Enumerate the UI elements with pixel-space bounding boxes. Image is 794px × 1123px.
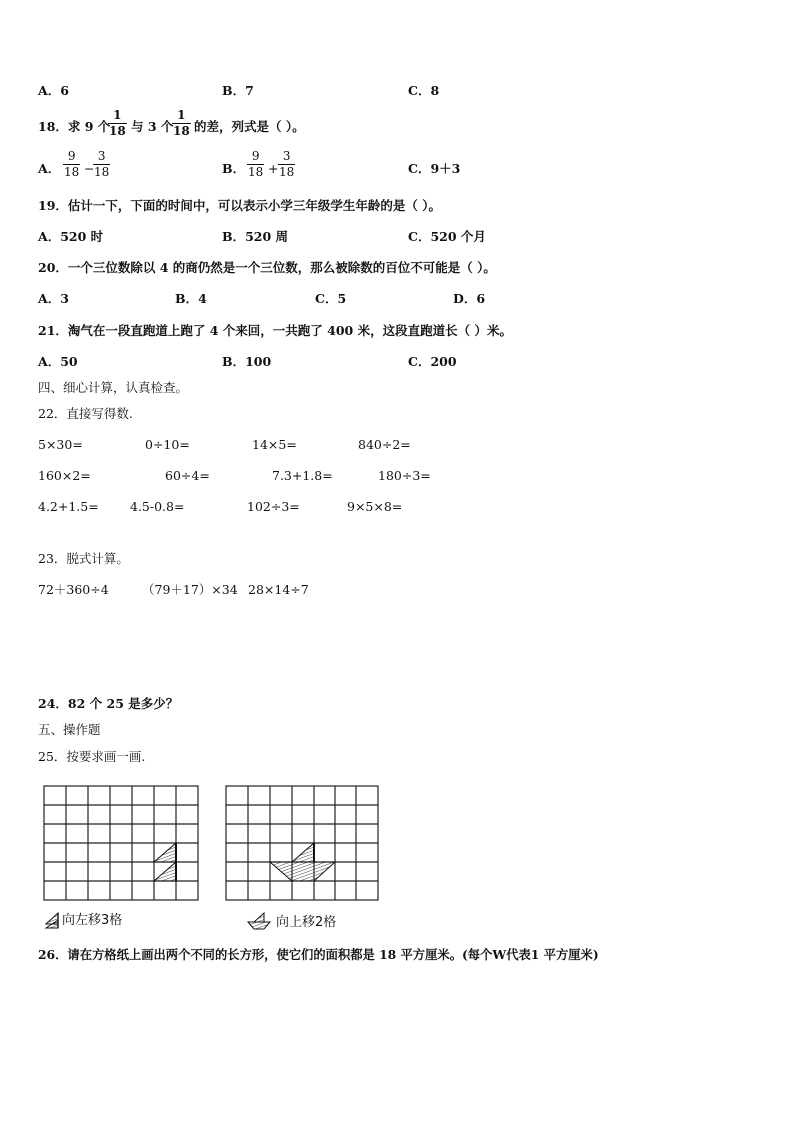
fraction-numerator: 3 — [282, 149, 291, 163]
section-five-heading: 五、操作题 — [38, 722, 101, 737]
q23-item: 28×14÷7 — [248, 582, 309, 597]
right-grid-lines — [226, 786, 378, 900]
q22-item: 9×5×8= — [347, 499, 403, 514]
q18-b-fraction-1 — [247, 150, 264, 179]
q18-option-c: C．9＋3 — [408, 161, 461, 176]
q26-question: 26．请在方格纸上画出两个不同的长方形，使它们的面积都是 18 平方厘米。(每个W代表1 平方厘米) — [38, 947, 599, 962]
q18-mid: 与 3 个 — [131, 119, 174, 134]
q18-a-operator: − — [84, 161, 95, 176]
q21-option-b: B．100 — [222, 354, 272, 369]
q22-item: 5×30= — [38, 437, 83, 452]
fraction-numerator: 9 — [67, 149, 76, 163]
fraction-denominator: 18 — [279, 165, 295, 179]
fraction-numerator: 1 — [113, 108, 122, 122]
fraction-denominator: 18 — [94, 165, 110, 179]
left-grid-figure — [38, 782, 210, 932]
q20-option-b: B．4 — [175, 291, 207, 306]
fraction-numerator: 9 — [251, 149, 260, 163]
q19-option-c: C．520 个月 — [408, 229, 486, 244]
left-grid-caption: 向左移3格 — [62, 913, 123, 928]
q18-a-fraction-1 — [63, 150, 80, 179]
q17-option-c: C．8 — [408, 83, 440, 98]
q25-question: 25．按要求画一画. — [38, 749, 146, 764]
flag-shape-icon — [46, 913, 58, 928]
q20-option-c: C．5 — [315, 291, 347, 306]
left-shape-top-triangle — [154, 843, 176, 862]
q22-item: 840÷2= — [358, 437, 411, 452]
q18-b-operator: + — [268, 161, 279, 176]
q18-option-a-label: A． — [38, 161, 61, 176]
fraction-numerator: 3 — [97, 149, 106, 163]
q21-question: 21．淘气在一段直跑道上跑了 4 个来回，一共跑了 400 米，这段直跑道长（ ）米。 — [38, 323, 512, 338]
right-shape-sail — [292, 843, 314, 862]
q19-option-a: A．520 时 — [38, 229, 104, 244]
q22-item: 102÷3= — [247, 499, 300, 514]
boat-shape-icon — [248, 913, 270, 929]
q21-option-a: A．50 — [38, 354, 78, 369]
q19-question: 19．估计一下，下面的时间中，可以表示小学三年级学生年龄的是（ ）。 — [38, 198, 441, 213]
q19-option-b: B．520 周 — [222, 229, 289, 244]
q22-item: 14×5= — [252, 437, 297, 452]
right-grid-caption: 向上移2格 — [276, 915, 337, 930]
fraction-numerator: 1 — [177, 108, 186, 122]
q17-option-b: B．7 — [222, 83, 254, 98]
q24-question: 24．82 个 25 是多少？ — [38, 696, 179, 711]
q18-a-fraction-2 — [93, 150, 110, 179]
right-grid-figure — [220, 782, 392, 932]
q22-item: 4.2+1.5= — [38, 499, 99, 514]
q20-option-a: A．3 — [38, 291, 69, 306]
right-shape-hull — [270, 862, 335, 881]
fraction-denominator: 18 — [248, 165, 264, 179]
q22-item: 4.5-0.8= — [130, 499, 185, 514]
fraction-denominator: 18 — [64, 165, 80, 179]
q20-option-d: D．6 — [453, 291, 486, 306]
q18-fraction-one-eighteenth-2 — [172, 109, 191, 138]
q18-fraction-one-eighteenth — [108, 109, 127, 138]
q23-item: 72＋360÷4 — [38, 582, 109, 597]
left-grid-lines — [44, 786, 198, 900]
q20-question: 20．一个三位数除以 4 的商仍然是一个三位数，那么被除数的百位不可能是（ ）。 — [38, 260, 496, 275]
q22-question: 22．直接写得数. — [38, 406, 133, 421]
section-four-heading: 四、细心计算，认真检查。 — [38, 380, 189, 395]
q21-option-c: C．200 — [408, 354, 457, 369]
q22-item: 0÷10= — [145, 437, 190, 452]
q22-item: 160×2= — [38, 468, 91, 483]
fraction-denominator: 18 — [173, 124, 190, 138]
q23-item: （79＋17）×34 — [142, 582, 238, 597]
fraction-denominator: 18 — [109, 124, 126, 138]
q22-item: 7.3+1.8= — [272, 468, 333, 483]
q22-item: 60÷4= — [165, 468, 210, 483]
q18-b-fraction-2 — [278, 150, 295, 179]
q23-question: 23．脱式计算。 — [38, 551, 129, 566]
q18-option-b-label: B． — [222, 161, 246, 176]
q18-suffix: 的差，列式是（ ）。 — [194, 119, 305, 134]
left-shape-bottom-triangle — [154, 862, 176, 881]
q22-item: 180÷3= — [378, 468, 431, 483]
q17-option-a: A．6 — [38, 83, 69, 98]
q18-prefix: 18．求 9 个 — [38, 119, 111, 134]
